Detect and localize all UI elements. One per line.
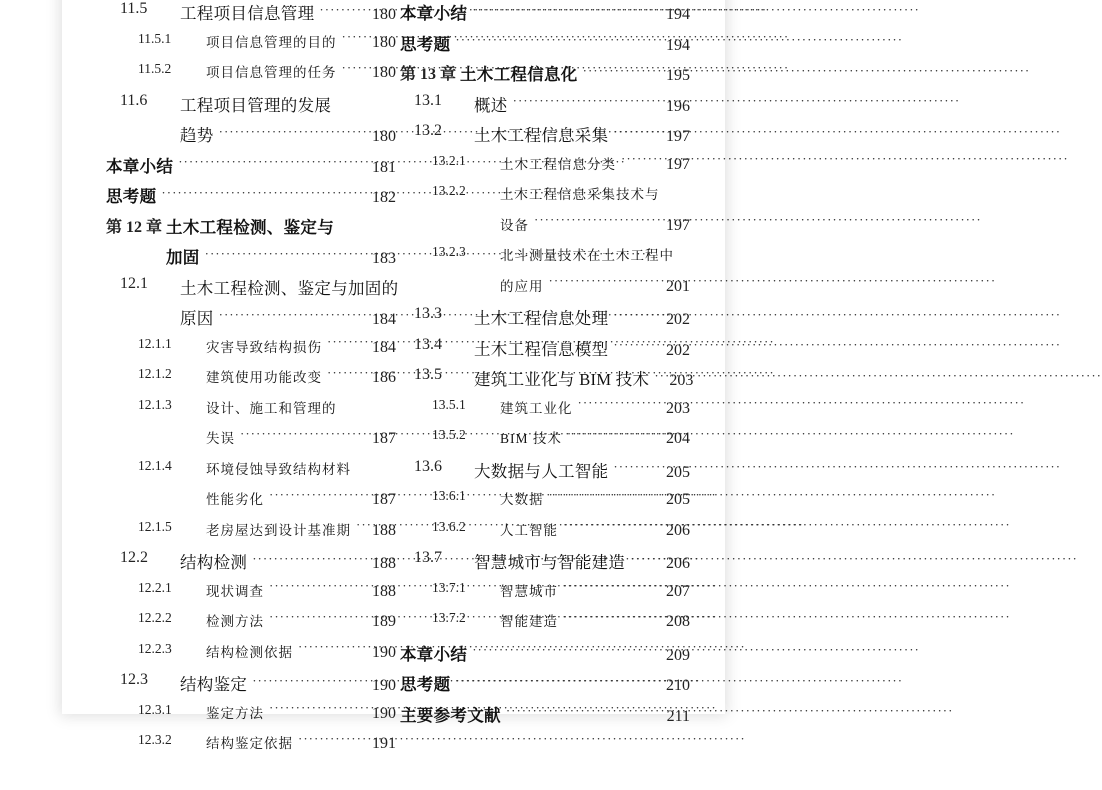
toc-dot-leader xyxy=(339,217,363,233)
toc-dot-leader xyxy=(298,641,363,657)
toc-dot-leader xyxy=(613,339,657,355)
toc-entry-title: 本章小结 xyxy=(400,4,468,23)
toc-entry-body xyxy=(166,214,396,238)
toc-entry xyxy=(400,0,690,31)
toc-entry-title: BIM 技术 xyxy=(500,431,562,446)
toc-entry-body xyxy=(180,305,396,329)
toc-entry-title: 项目信息管理的任务 xyxy=(206,65,337,80)
toc-dot-leader xyxy=(513,95,657,111)
toc-entry xyxy=(400,366,694,397)
toc-entry-body xyxy=(500,519,690,540)
toc-entry-title: 灾害导致结构损伤 xyxy=(206,339,322,355)
toc-entry-number: 13.2 xyxy=(414,122,442,139)
toc-entry-number: 12.2.3 xyxy=(138,640,172,656)
toc-entry-title: 土木工程信息模型 xyxy=(474,339,609,359)
toc-entry-title: 建筑使用功能改变 xyxy=(206,370,322,385)
toc-dot-leader xyxy=(298,732,363,748)
toc-dot-leader xyxy=(613,461,657,477)
toc-dot-leader xyxy=(269,580,363,596)
toc-entry-title: 本章小结 xyxy=(106,156,174,176)
toc-page-number: 206 xyxy=(666,555,690,572)
toc-entry-body xyxy=(500,183,690,203)
toc-page-number: 188 xyxy=(372,521,396,539)
toc-entry-number: 13.6 xyxy=(414,457,442,475)
toc-entry-number: 13.7 xyxy=(414,549,442,566)
toc-page-number: 191 xyxy=(372,735,396,752)
toc-entry xyxy=(400,305,690,336)
toc-entry-number: 12.1.3 xyxy=(138,396,172,412)
toc-dot-leader xyxy=(252,552,363,568)
toc-page-number: 186 xyxy=(372,369,396,386)
toc-page-number: 196 xyxy=(666,97,690,115)
book-page-sheet xyxy=(62,0,725,752)
toc-entry-body xyxy=(400,641,690,665)
toc-entry-number: 11.5 xyxy=(120,0,148,17)
toc-entry-title: 土木工程检测、鉴定与 xyxy=(166,217,334,237)
toc-entry-body xyxy=(206,31,396,52)
toc-dot-leader xyxy=(205,247,363,263)
toc-dot-leader xyxy=(356,458,363,474)
toc-page-number: 197 xyxy=(666,216,690,234)
toc-entry xyxy=(400,31,690,62)
toc-entry-body xyxy=(180,671,396,695)
toc-entry-number: 12.1.5 xyxy=(138,518,172,534)
toc-entry-title: 工程项目管理的发展 xyxy=(180,95,332,115)
toc-entry xyxy=(400,580,690,611)
toc-entry xyxy=(106,61,396,92)
toc-entry-title: 智慧城市与智能建造 xyxy=(474,553,626,572)
toc-dot-leader xyxy=(567,427,657,443)
toc-entry-title: 土木工程信息采集 xyxy=(474,126,609,145)
toc-entry xyxy=(106,244,396,275)
toc-entry-title: 结构检测依据 xyxy=(206,644,293,660)
toc-entry-title: 工程项目信息管理 xyxy=(180,4,315,23)
toc-entry-body xyxy=(500,244,690,264)
toc-page-number: 194 xyxy=(666,6,690,23)
toc-dot-leader xyxy=(563,580,657,596)
toc-page-number: 187 xyxy=(372,430,396,447)
toc-dot-leader xyxy=(178,156,363,172)
toc-dot-leader xyxy=(549,275,658,291)
toc-entry-body xyxy=(500,610,690,631)
toc-entry-body xyxy=(500,153,690,174)
toc-dot-leader xyxy=(455,674,657,690)
toc-entry-number: 11.5.1 xyxy=(138,30,172,46)
toc-entry-number: 第 13 章 xyxy=(400,66,457,83)
toc-entry-title: 环境侵蚀导致结构材料 xyxy=(206,461,351,477)
toc-dot-leader xyxy=(327,336,363,352)
toc-page-number: 210 xyxy=(666,677,690,694)
toc-entry-body xyxy=(500,488,690,509)
toc-page-number: 190 xyxy=(372,704,396,722)
toc-entry xyxy=(400,702,690,733)
toc-entry xyxy=(400,488,690,519)
toc-entry xyxy=(106,671,396,702)
toc-entry-title: 大数据与人工智能 xyxy=(474,461,609,481)
toc-dot-leader xyxy=(613,308,657,324)
toc-page-number: 203 xyxy=(669,372,694,389)
toc-entry xyxy=(106,0,396,31)
toc-dot-leader xyxy=(630,552,657,568)
toc-entry-number: 12.3.1 xyxy=(138,701,172,717)
toc-entry xyxy=(106,366,396,397)
toc-page-number: 184 xyxy=(372,338,396,356)
toc-page-number: 205 xyxy=(666,491,690,508)
toc-dot-leader xyxy=(342,61,364,77)
toc-entry-number: 13.4 xyxy=(414,335,442,353)
toc-entry-body xyxy=(206,427,396,448)
toc-entry-title: 人工智能 xyxy=(500,522,558,538)
toc-entry xyxy=(400,610,690,641)
toc-page-number: 195 xyxy=(666,67,690,84)
toc-entry-title: 项目信息管理的目的 xyxy=(206,34,337,50)
toc-entry xyxy=(400,183,690,214)
toc-entry-body xyxy=(474,122,690,146)
toc-entry-body xyxy=(206,641,396,662)
toc-entry-body xyxy=(206,702,396,723)
toc-entry xyxy=(106,397,396,428)
toc-page-number: 190 xyxy=(372,643,396,661)
toc-dot-leader xyxy=(549,488,658,504)
toc-entry xyxy=(400,214,690,245)
toc-dot-leader xyxy=(252,674,363,690)
toc-page-number: 188 xyxy=(372,582,396,600)
toc-entry-number: 13.7.1 xyxy=(432,579,466,595)
toc-entry-number: 12.2.2 xyxy=(138,610,172,625)
toc-entry-body xyxy=(500,427,690,448)
toc-page-number: 202 xyxy=(666,341,690,359)
toc-dot-leader xyxy=(219,125,363,141)
toc-page-number: 205 xyxy=(666,463,690,481)
toc-dot-leader xyxy=(161,186,363,202)
toc-dot-leader xyxy=(578,397,658,413)
toc-entry-body xyxy=(206,580,396,601)
toc-page-number: 188 xyxy=(372,555,396,572)
toc-entry-number: 12.1 xyxy=(120,274,148,292)
toc-entry xyxy=(400,519,690,550)
toc-dot-leader xyxy=(506,705,657,721)
toc-entry-title: 设备 xyxy=(500,217,529,233)
toc-entry-number: 12.3 xyxy=(120,671,148,688)
toc-entry-body xyxy=(474,305,690,329)
toc-entry-body xyxy=(206,732,396,753)
toc-entry-title: 结构鉴定依据 xyxy=(206,736,293,751)
toc-entry-number: 12.1.1 xyxy=(138,335,172,351)
toc-entry-body xyxy=(206,61,396,82)
toc-page-number: 180 xyxy=(372,128,396,145)
toc-column-left xyxy=(106,0,399,763)
toc-page-number: 183 xyxy=(372,250,396,267)
toc-entry-body xyxy=(106,183,396,207)
toc-entry xyxy=(106,92,396,123)
toc-dot-leader xyxy=(654,369,660,385)
toc-entry-number: 第 12 章 xyxy=(106,218,163,236)
toc-entry xyxy=(400,641,690,672)
toc-entry-title: 建筑工业化 xyxy=(500,400,573,416)
toc-entry-body xyxy=(206,336,396,357)
toc-entry-body xyxy=(474,458,690,482)
toc-page-number: 202 xyxy=(666,311,690,328)
toc-page-number: 208 xyxy=(666,613,690,630)
toc-entry-number: 13.3 xyxy=(414,305,442,322)
toc-dot-leader xyxy=(583,64,657,80)
toc-entry-title: 建筑工业化与 BIM 技术 xyxy=(474,370,650,389)
toc-page-number: 180 xyxy=(372,64,396,81)
toc-entry-number: 12.2.1 xyxy=(138,579,172,595)
toc-entry-number: 12.1.4 xyxy=(138,457,172,473)
toc-dot-leader xyxy=(336,95,363,111)
toc-dot-leader xyxy=(472,644,657,660)
toc-dot-leader xyxy=(240,427,363,443)
toc-entry-body xyxy=(180,92,396,116)
toc-entry-body xyxy=(206,366,396,387)
toc-entry-title: 本章小结 xyxy=(400,644,468,664)
toc-entry xyxy=(106,336,396,367)
toc-column-right xyxy=(400,0,694,732)
toc-dot-leader xyxy=(455,34,657,50)
toc-entry-title: 检测方法 xyxy=(206,614,264,629)
toc-page-number: 204 xyxy=(666,430,690,447)
toc-entry-title: 土木工程信息分类 xyxy=(500,156,616,172)
toc-entry-body xyxy=(460,61,690,85)
toc-dot-leader xyxy=(563,610,657,626)
toc-dot-leader xyxy=(219,308,363,324)
toc-entry-title: 思考题 xyxy=(400,675,451,694)
toc-dot-leader xyxy=(679,244,685,260)
toc-entry-body xyxy=(474,549,690,573)
toc-entry-title: 智能建造 xyxy=(500,614,558,629)
toc-entry-title: 思考题 xyxy=(400,34,451,54)
toc-dot-leader xyxy=(563,519,657,535)
toc-entry-number: 13.5 xyxy=(414,366,442,383)
toc-page-number: 187 xyxy=(372,491,396,508)
toc-entry xyxy=(106,122,396,153)
toc-entry xyxy=(106,153,396,184)
toc-page-number: 203 xyxy=(666,399,690,417)
toc-entry-body xyxy=(400,671,690,695)
toc-entry xyxy=(106,214,396,245)
toc-entry xyxy=(106,732,396,763)
toc-entry-title: 鉴定方法 xyxy=(206,705,264,721)
toc-entry xyxy=(400,549,690,580)
toc-entry-body xyxy=(500,275,690,296)
toc-dot-leader xyxy=(613,125,657,141)
toc-entry xyxy=(400,153,690,184)
toc-entry-number: 11.5.2 xyxy=(138,61,172,76)
toc-entry xyxy=(106,274,399,306)
toc-entry-title: 原因 xyxy=(180,309,214,328)
toc-entry xyxy=(106,488,396,519)
toc-entry-title: 结构鉴定 xyxy=(180,675,248,694)
toc-entry-title: 加固 xyxy=(166,248,200,267)
toc-dot-leader xyxy=(319,3,363,19)
toc-page-number: 180 xyxy=(372,6,396,23)
toc-entry xyxy=(400,275,690,306)
toc-entry-title: 设计、施工和管理的 xyxy=(206,400,337,416)
toc-entry xyxy=(400,122,690,153)
toc-dot-leader xyxy=(665,183,671,199)
toc-dot-leader xyxy=(356,519,363,535)
toc-entry-title: 现状调查 xyxy=(206,583,264,599)
toc-dot-leader xyxy=(269,702,363,718)
toc-entry-body xyxy=(500,580,690,601)
toc-entry-title: 结构检测 xyxy=(180,553,248,572)
toc-entry-body xyxy=(400,31,690,55)
toc-entry-number: 13.2.3 xyxy=(432,244,466,259)
toc-entry xyxy=(400,244,690,275)
toc-dot-leader xyxy=(472,3,657,19)
toc-entry xyxy=(106,458,396,489)
toc-entry xyxy=(106,427,396,458)
toc-page-number: 184 xyxy=(372,311,396,328)
toc-entry-body xyxy=(206,458,396,478)
toc-entry xyxy=(106,580,396,611)
toc-entry-number: 13.5.1 xyxy=(432,396,466,412)
toc-entry-number: 12.1.2 xyxy=(138,366,172,381)
toc-entry-number: 13.2.1 xyxy=(432,152,466,168)
toc-entry-number: 13.1 xyxy=(414,91,442,109)
toc-entry xyxy=(400,92,690,123)
toc-entry-body xyxy=(400,0,690,24)
toc-entry-number: 12.2 xyxy=(120,549,148,566)
toc-entry xyxy=(400,397,690,428)
toc-dot-leader xyxy=(534,214,657,230)
toc-entry-number: 13.2.2 xyxy=(432,183,466,198)
toc-page-number: 194 xyxy=(666,36,690,54)
toc-entry-body xyxy=(180,122,396,146)
toc-entry xyxy=(400,427,690,458)
toc-entry-number: 11.6 xyxy=(120,91,148,109)
toc-dot-leader xyxy=(269,488,363,504)
toc-entry-title: 思考题 xyxy=(106,187,157,206)
toc-entry-body xyxy=(400,702,690,726)
toc-entry-body xyxy=(474,366,694,390)
toc-entry-body xyxy=(180,549,396,573)
toc-entry-body xyxy=(206,488,396,509)
toc-page-number: 201 xyxy=(666,277,690,295)
toc-page-number: 180 xyxy=(372,33,396,51)
toc-page-number: 207 xyxy=(666,582,690,600)
toc-entry-title: 土木工程信息处理 xyxy=(474,309,609,328)
toc-entry xyxy=(106,183,396,214)
toc-entry-title: 土木工程检测、鉴定与加固的 xyxy=(180,278,399,298)
toc-entry-body xyxy=(474,336,690,360)
toc-entry-body xyxy=(206,397,396,417)
toc-entry-body xyxy=(180,0,396,24)
toc-entry xyxy=(400,336,690,367)
toc-dot-leader xyxy=(621,153,657,169)
toc-dot-leader xyxy=(269,610,363,626)
toc-entry-title: 概述 xyxy=(474,95,508,115)
toc-page-number: 209 xyxy=(666,646,690,664)
toc-entry-body xyxy=(500,214,690,235)
toc-entry-number: 13.5.2 xyxy=(432,427,466,442)
toc-page-number: 189 xyxy=(372,613,396,630)
toc-entry-body xyxy=(206,610,396,631)
toc-entry xyxy=(106,549,396,580)
toc-entry-title: 土木工程信息采集技术与 xyxy=(500,187,660,202)
toc-page-number: 206 xyxy=(666,521,690,539)
toc-entry-title: 趋势 xyxy=(180,126,214,145)
toc-entry-number: 13.6.2 xyxy=(432,518,466,534)
toc-dot-leader xyxy=(327,366,363,382)
toc-entry-body xyxy=(166,244,396,268)
toc-entry-title: 北斗测量技术在土木工程中 xyxy=(500,248,674,263)
toc-entry xyxy=(106,610,396,641)
toc-entry-body xyxy=(106,153,396,177)
toc-dot-leader xyxy=(342,397,364,413)
toc-entry-title: 主要参考文献 xyxy=(400,705,501,725)
toc-page-number: 181 xyxy=(372,158,396,176)
toc-entry-body xyxy=(206,519,396,540)
toc-entry-title: 失误 xyxy=(206,431,235,446)
toc-page-number: 182 xyxy=(372,189,396,206)
toc-entry-title: 老房屋达到设计基准期 xyxy=(206,522,351,538)
toc-page-number: 211 xyxy=(666,707,690,725)
toc-entry-number: 13.6.1 xyxy=(432,488,466,503)
toc-entry xyxy=(400,61,690,92)
toc-entry-number: 12.3.2 xyxy=(138,732,172,747)
toc-entry xyxy=(106,31,396,62)
toc-entry-body xyxy=(500,397,690,418)
toc-page-number: 190 xyxy=(372,677,396,694)
toc-entry-title: 智慧城市 xyxy=(500,583,558,599)
toc-entry xyxy=(400,458,690,489)
toc-entry-title: 大数据 xyxy=(500,492,544,507)
toc-dot-leader xyxy=(342,31,364,47)
toc-entry xyxy=(106,641,396,672)
toc-page-number: 197 xyxy=(666,128,690,145)
toc-page-number: 197 xyxy=(666,155,690,173)
toc-entry xyxy=(106,519,396,550)
toc-entry-title: 性能劣化 xyxy=(206,492,264,507)
toc-entry-body xyxy=(180,275,399,299)
toc-entry-number: 13.7.2 xyxy=(432,610,466,625)
toc-entry-body xyxy=(474,92,690,116)
toc-entry xyxy=(106,702,396,733)
toc-entry xyxy=(400,671,690,702)
toc-entry-title: 土木工程信息化 xyxy=(460,65,578,84)
toc-entry-title: 的应用 xyxy=(500,278,544,294)
toc-entry xyxy=(106,305,396,336)
